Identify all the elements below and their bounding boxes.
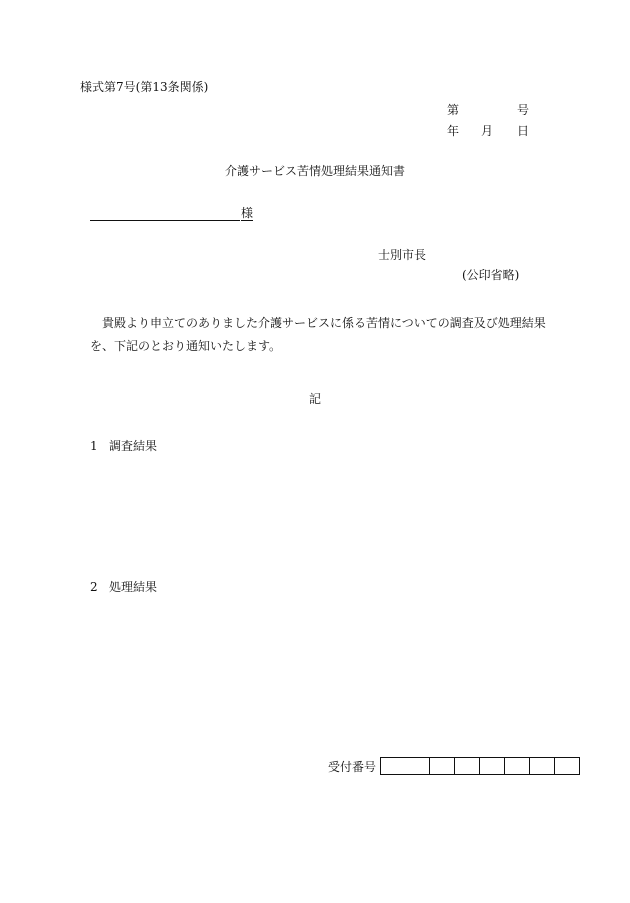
seal-omitted-note: (公印省略) <box>462 268 520 282</box>
receipt-box <box>479 758 504 774</box>
receipt-box <box>554 758 579 774</box>
document-number-prefix: 第 <box>447 103 460 117</box>
item-2-number: 2 <box>90 580 98 594</box>
item-2-label: 処理結果 <box>109 580 158 594</box>
document-title: 介護サービス苦情処理結果通知書 <box>224 164 405 178</box>
receipt-box <box>454 758 479 774</box>
date-month-label: 月 <box>481 124 494 138</box>
item-1-number: 1 <box>90 439 98 453</box>
receipt-number-label: 受付番号 <box>328 760 377 774</box>
receipt-box <box>504 758 529 774</box>
receipt-box <box>429 758 454 774</box>
item-1-label: 調査結果 <box>109 439 158 453</box>
form-number: 様式第7号(第13条関係) <box>80 80 209 94</box>
ki-heading: 記 <box>308 392 321 406</box>
receipt-box <box>529 758 554 774</box>
addressee-honorific: 様 <box>241 206 254 220</box>
body-text-line-2: を、下記のとおり通知いたします。 <box>90 339 282 353</box>
date-day-label: 日 <box>517 124 530 138</box>
sender-title: 士別市長 <box>378 248 427 262</box>
body-text-line-1: 貴殿より申立てのありました介護サービスに係る苦情についての調査及び処理結果 <box>102 316 546 330</box>
receipt-box <box>381 758 429 774</box>
addressee-blank-line <box>90 206 240 221</box>
document-number-suffix: 号 <box>517 103 530 117</box>
date-year-label: 年 <box>447 124 460 138</box>
receipt-number-boxes <box>380 757 580 775</box>
